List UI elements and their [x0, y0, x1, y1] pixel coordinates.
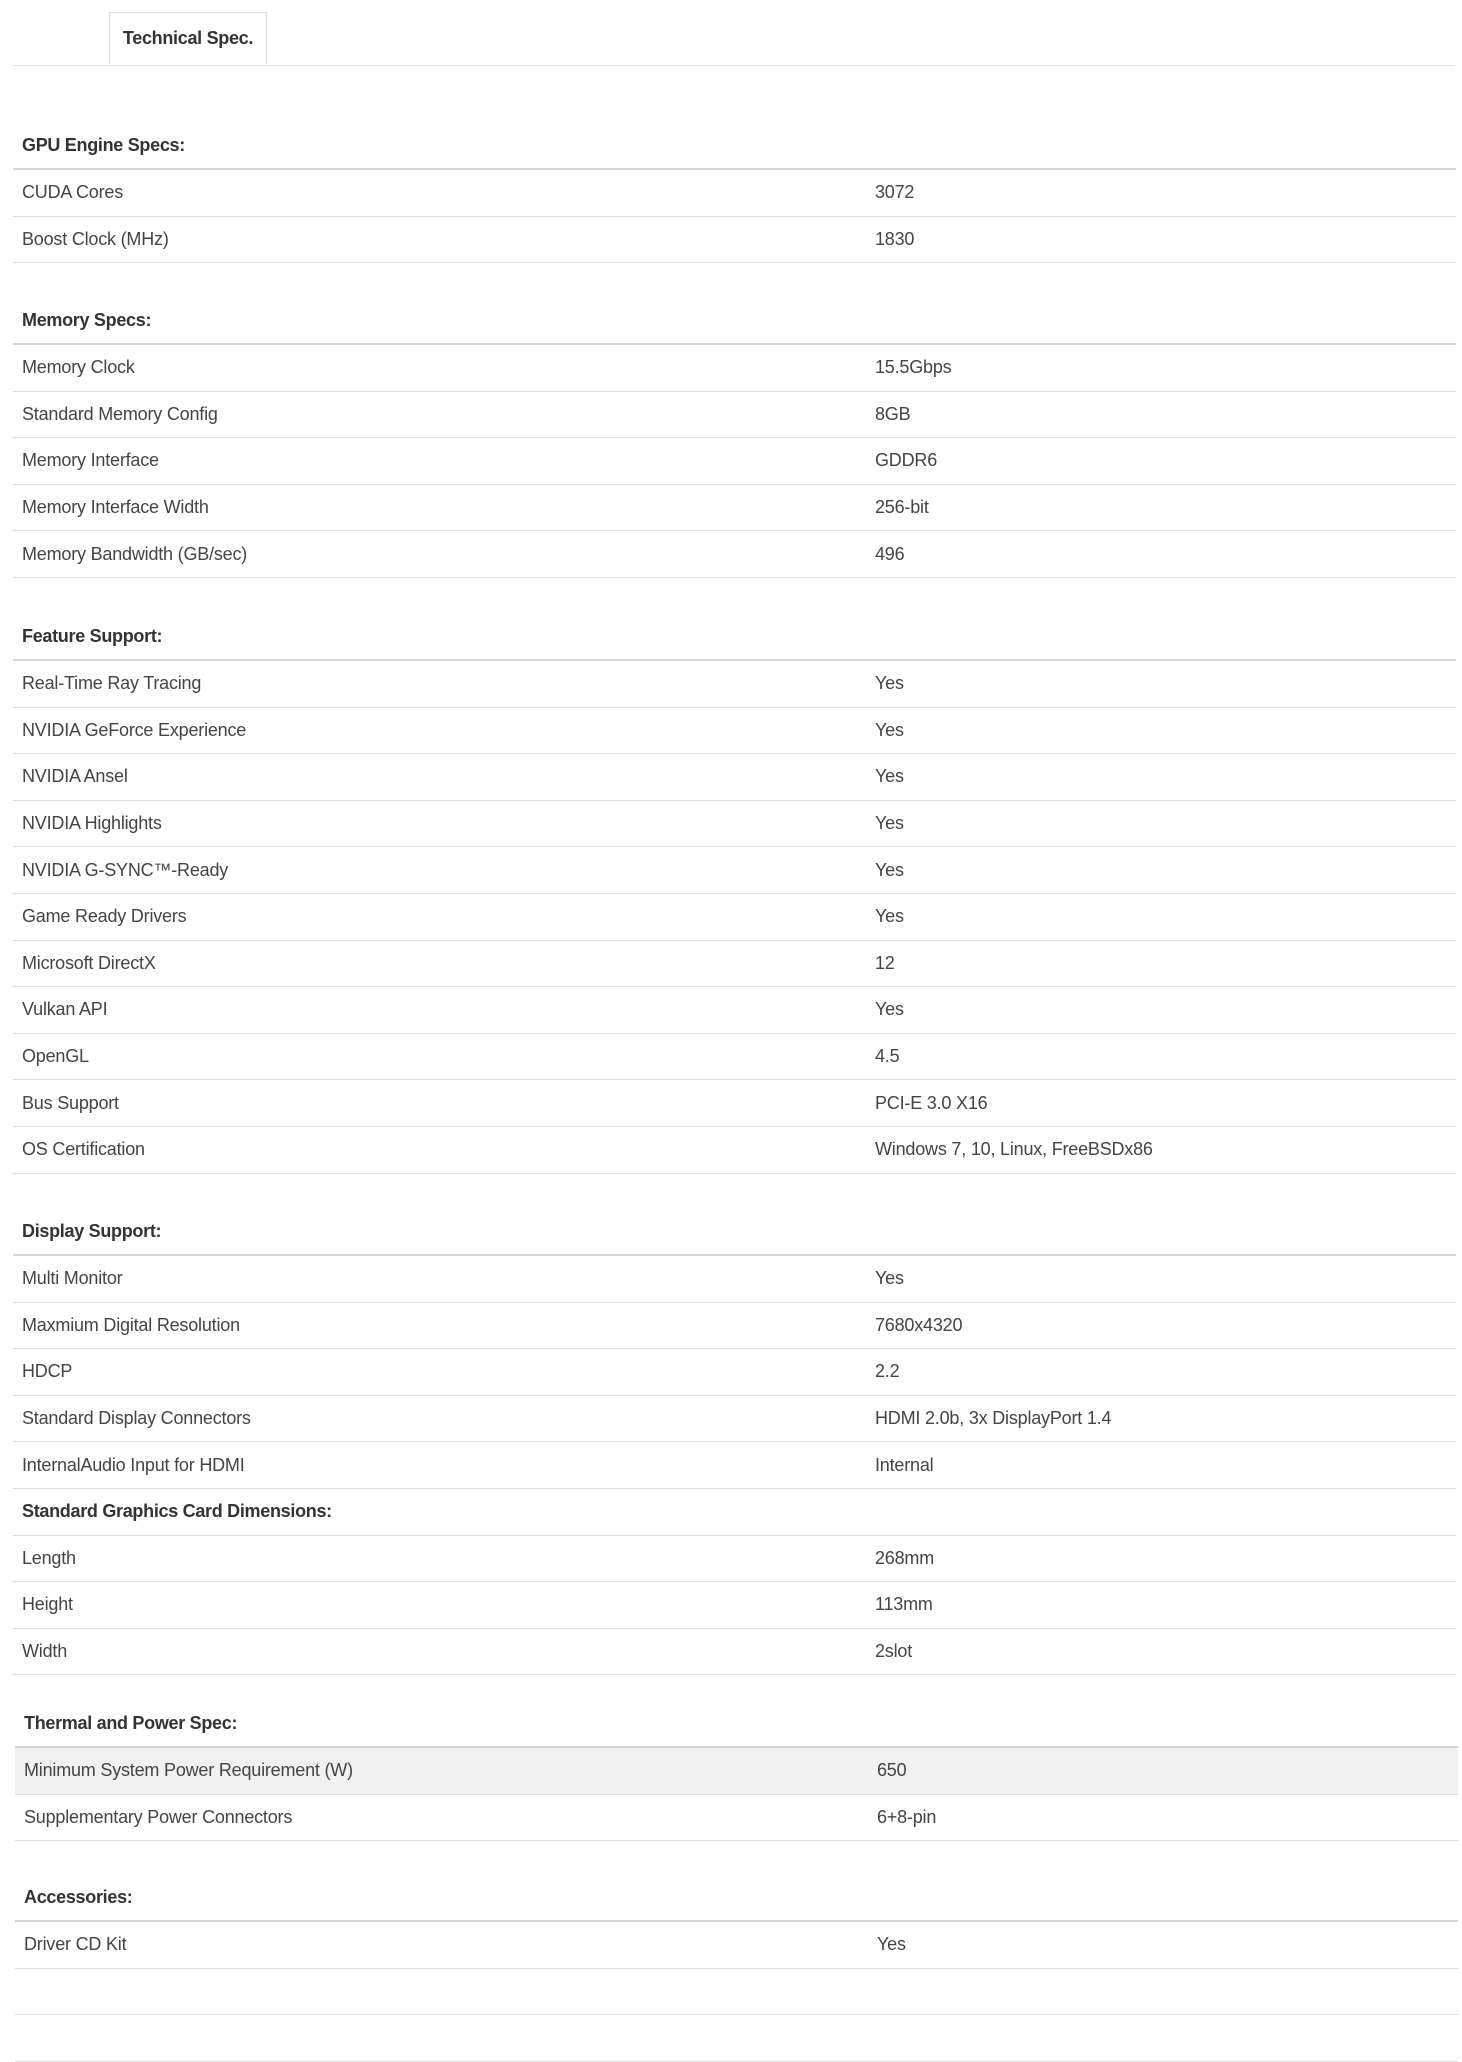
- spec-row: [13, 708, 1456, 755]
- spec-row: [13, 754, 1456, 801]
- spec-row: [13, 847, 1456, 894]
- spec-row: [15, 1795, 1458, 1842]
- spec-value: 12: [875, 952, 895, 973]
- spec-row: [13, 217, 1456, 264]
- spec-row: [13, 987, 1456, 1034]
- spec-value: PCI-E 3.0 X16: [875, 1092, 988, 1113]
- spec-label: Standard Display Connectors: [22, 1408, 251, 1429]
- spec-label: OpenGL: [22, 1046, 89, 1067]
- spec-row: [13, 170, 1456, 217]
- spec-value: Yes: [875, 999, 904, 1020]
- section-title: Accessories:: [15, 1874, 1458, 1922]
- spec-label: Maxmium Digital Resolution: [22, 1314, 240, 1335]
- spec-value: HDMI 2.0b, 3x DisplayPort 1.4: [875, 1408, 1112, 1429]
- spec-value: 268mm: [875, 1547, 935, 1568]
- spec-label: Real-Time Ray Tracing: [22, 673, 202, 694]
- spec-label: Bus Support: [22, 1092, 119, 1113]
- spec-value: Yes: [875, 766, 904, 787]
- spec-value: Yes: [875, 859, 904, 880]
- spec-row: [13, 485, 1456, 532]
- spec-label: Game Ready Drivers: [22, 906, 187, 927]
- spec-value: Internal: [875, 1454, 934, 1475]
- spec-value: Yes: [875, 673, 904, 694]
- section-title: Memory Specs:: [13, 297, 1456, 345]
- spec-row: [13, 1536, 1456, 1583]
- spec-value: 650: [877, 1760, 907, 1781]
- spec-row: [13, 1080, 1456, 1127]
- spec-value: Yes: [877, 1934, 906, 1955]
- empty-row: [15, 2015, 1458, 2062]
- spec-label: Memory Interface: [22, 450, 159, 471]
- spec-value: Yes: [875, 813, 904, 834]
- spec-label: Memory Interface Width: [22, 497, 209, 518]
- spec-value: Yes: [875, 719, 904, 740]
- spec-label: Boost Clock (MHz): [22, 228, 169, 249]
- spec-label: Height: [22, 1594, 73, 1615]
- spec-value: 7680x4320: [875, 1314, 963, 1335]
- spec-value: 113mm: [875, 1594, 933, 1615]
- spec-label: Driver CD Kit: [24, 1934, 127, 1955]
- spec-label: Supplementary Power Connectors: [24, 1806, 293, 1827]
- spec-row: [13, 941, 1456, 988]
- section-gpu-engine-specs: [13, 122, 1456, 263]
- spec-label: InternalAudio Input for HDMI: [22, 1454, 245, 1475]
- spec-row: [13, 1629, 1456, 1676]
- spec-row: [13, 1303, 1456, 1350]
- spec-label: NVIDIA G-SYNC™-Ready: [22, 859, 229, 880]
- spec-label: Minimum System Power Requirement (W): [24, 1760, 353, 1781]
- spec-label: NVIDIA Highlights: [22, 813, 162, 834]
- spec-value: 15.5Gbps: [875, 357, 952, 378]
- spec-label: Standard Memory Config: [22, 403, 218, 424]
- spec-row: [13, 1349, 1456, 1396]
- spec-row: [13, 801, 1456, 848]
- section-thermal-power: [15, 1700, 1458, 1841]
- spec-row: [13, 661, 1456, 708]
- spec-value: Windows 7, 10, Linux, FreeBSDx86: [875, 1139, 1153, 1160]
- spec-value: 256-bit: [875, 497, 929, 518]
- spec-label: NVIDIA GeForce Experience: [22, 719, 247, 740]
- spec-value: 2.2: [875, 1361, 900, 1382]
- spec-value: Yes: [875, 906, 904, 927]
- tab-technical-spec[interactable]: Technical Spec.: [109, 12, 267, 64]
- spec-value: 3072: [875, 182, 915, 203]
- section-feature-support: [13, 613, 1456, 1174]
- dimensions-title: Standard Graphics Card Dimensions:: [13, 1489, 1456, 1536]
- section-title: Thermal and Power Spec:: [15, 1700, 1458, 1748]
- spec-value: 1830: [875, 228, 915, 249]
- spec-value: 4.5: [875, 1046, 900, 1067]
- tab-bar: [13, 0, 1455, 66]
- spec-row: [13, 1582, 1456, 1629]
- spec-label: Length: [22, 1547, 76, 1568]
- spec-label: OS Certification: [22, 1139, 145, 1160]
- spec-label: HDCP: [22, 1361, 73, 1382]
- spec-row: [13, 392, 1456, 439]
- spec-label: NVIDIA Ansel: [22, 766, 128, 787]
- spec-label: Width: [22, 1641, 68, 1662]
- section-title: GPU Engine Specs:: [13, 122, 1456, 170]
- spec-label: Vulkan API: [22, 999, 108, 1020]
- spec-value: 2slot: [875, 1641, 913, 1662]
- section-display-support: [13, 1208, 1456, 1675]
- spec-row: [13, 531, 1456, 578]
- spec-row: [15, 1748, 1458, 1795]
- spec-row: [13, 345, 1456, 392]
- spec-row: [13, 1442, 1456, 1489]
- spec-row: [13, 438, 1456, 485]
- spec-row: [13, 1034, 1456, 1081]
- section-memory-specs: [13, 297, 1456, 578]
- spec-row: [13, 894, 1456, 941]
- spec-value: 6+8-pin: [877, 1806, 937, 1827]
- spec-label: Memory Bandwidth (GB/sec): [22, 543, 248, 564]
- spec-value: 8GB: [875, 403, 911, 424]
- spec-label: Multi Monitor: [22, 1268, 123, 1289]
- spec-label: CUDA Cores: [22, 182, 124, 203]
- section-title: Display Support:: [13, 1208, 1456, 1256]
- spec-value: 496: [875, 543, 905, 564]
- empty-row: [15, 1969, 1458, 2016]
- spec-row: [15, 1922, 1458, 1969]
- spec-value: GDDR6: [875, 450, 938, 471]
- spec-label: Memory Clock: [22, 357, 135, 378]
- spec-row: [13, 1396, 1456, 1443]
- spec-label: Microsoft DirectX: [22, 952, 156, 973]
- spec-row: [13, 1256, 1456, 1303]
- spec-value: Yes: [875, 1268, 904, 1289]
- spec-row: [13, 1127, 1456, 1174]
- section-title: Feature Support:: [13, 613, 1456, 661]
- section-accessories: [15, 1874, 1458, 2062]
